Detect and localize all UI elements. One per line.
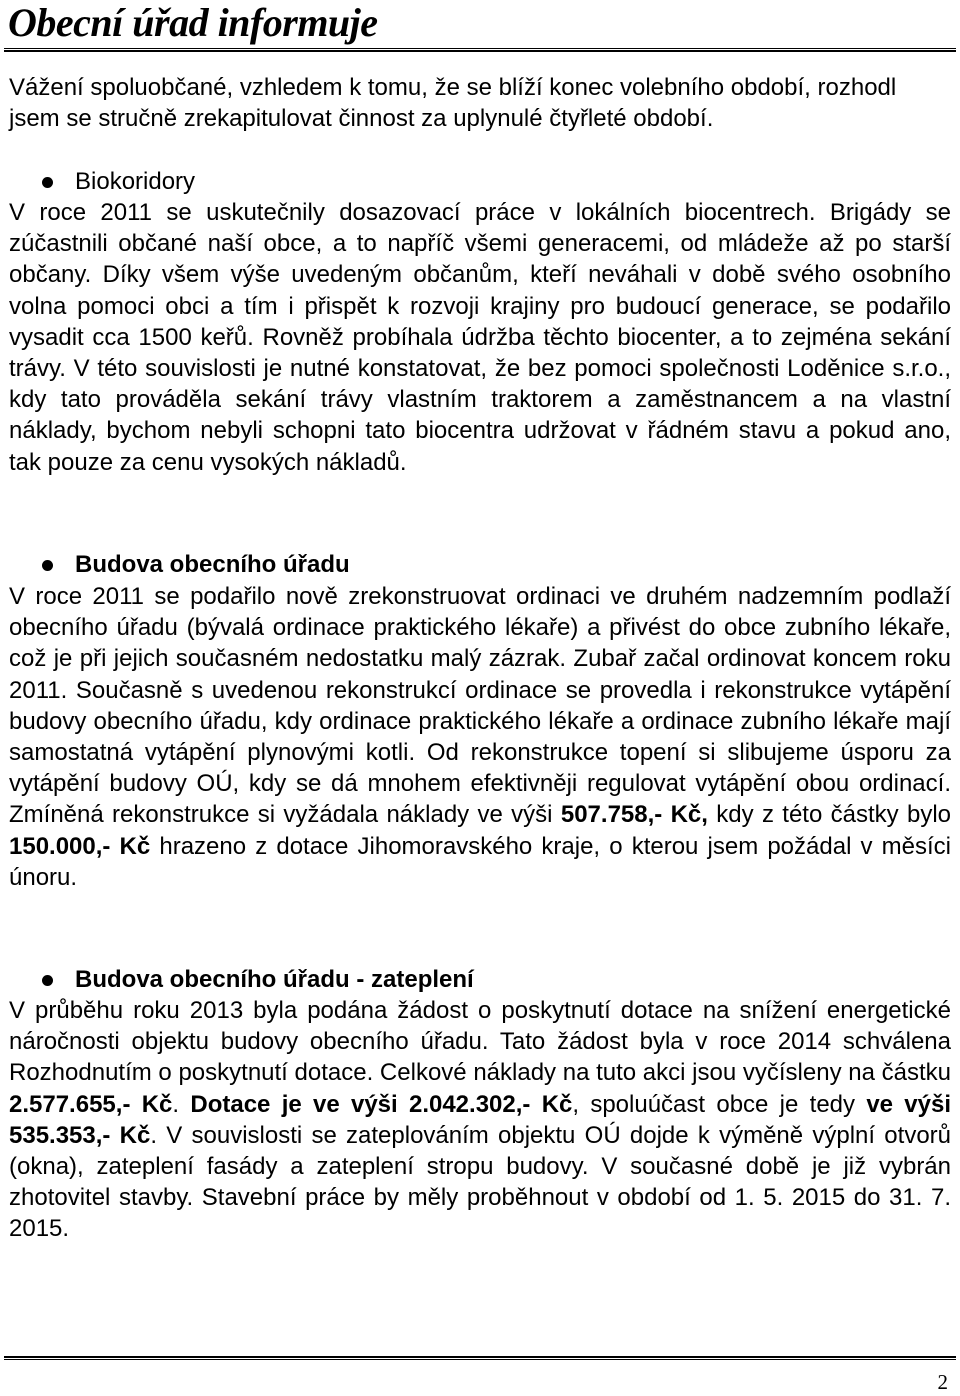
amount-total-cost: 507.758,- Kč, [560,801,708,829]
bullet-icon [42,560,53,571]
amount-co-payment: ve výši 535.353,- Kč [9,1090,952,1149]
intro-paragraph: Vážení spoluobčané, vzhledem k tomu, že se blíží konec volebního období, rozhodl jsem se stručně zrekapitulovat činnost za uplynulé čtyřleté období. [9,74,897,133]
body-text-span: V roce 2011 se podařilo nově zrekonstruovat ordinaci ve druhém nadzemním podlaží obecního úřadu (bývalá ordinace praktického lékaře) a přivést do obce zubního lékaře, což je při jejich současném nedostatku malý zázrak. Zubař začal ordinovat koncem roku 2011. Současně s uvedenou rekonstrukcí ordinace se provedla i rekonstrukce vytápění budovy obecního úřadu, kdy ordinace praktického lékaře a ordinace zubního lékaře mají samostatná vytápění plynovými kotli. Od rekonstrukce topení si slibujeme úsporu za vytápění budovy OÚ, kdy se dá mnohem efektivněji regulovat vytápění obou ordinací. Zmíněná rekonstrukce si vyžádala náklady ve výši [9,583,951,829]
bullet-icon [42,177,53,188]
section-heading-zatepleni: Budova obecního úřadu - zateplení [75,966,474,993]
body-text-span: . V souvislosti se zateplováním objektu OÚ dojde k výměně výplní otvorů (okna), zateplení fasády a zateplení stropu budovy. V současné době je již vybrán zhotovitel stavby. Stavební práce by měly proběhnout v období od 1. 5. 2015 do 31. 7. 2015. [9,1121,952,1243]
page-title: Obecní úřad informuje [8,0,378,45]
amount-subsidy: 150.000,- Kč [9,832,151,860]
bullet-icon [42,975,53,986]
section-body-biokoridory: V roce 2011 se uskutečnily dosazovací práce v lokálních biocentrech. Brigády se zúčastnili občané naší obce, a to napříč všemi generacemi, od mládeže až po starší občany. Díky všem výše uvedeným občanům, kteří neváhali v době svého osobního volna pomoci obci a tím i přispět k rozvoji krajiny pro budoucí generace, se podařilo vysadit cca 1500 keřů. Rovněž probíhala údržba těchto biocenter, a to zejména sekání trávy. V této souvislosti je nutné konstatovat, že bez pomoci společnosti Loděnice s.r.o., kdy tato prováděla sekání trávy vlastním traktorem a zaměstnancem a na vlastní náklady, bychom nebyli schopni tato biocentra udržovat v řádném stavu a pokud ano, tak pouze za cenu vysokých nákladů. [9,199,951,476]
amount-subsidy: Dotace je ve výši 2.042.302,- Kč [190,1090,573,1118]
body-text-span: kdy z této částky bylo [707,801,952,829]
section-body-budova [9,581,951,893]
body-text-span: . [172,1090,191,1118]
body-text-span: hrazeno z dotace Jihomoravského kraje, o kterou jsem požádal v měsíci únoru. [9,832,951,891]
amount-total-cost: 2.577.655,- Kč [9,1090,173,1118]
section-heading-budova: Budova obecního úřadu [75,551,350,578]
body-text-span: V průběhu roku 2013 byla podána žádost o poskytnutí dotace na snížení energetické náročnosti objektu budovy obecního úřadu. Tato žádost byla v roce 2014 schválena Rozhodnutím o poskytnutí dotace. Celkové náklady na tuto akci jsou vyčísleny na částku [9,997,951,1087]
section-body-zatepleni [9,995,951,1245]
title-divider [4,48,956,52]
footer-divider [4,1356,956,1360]
body-text-span: , spoluúčast obce je tedy [572,1090,867,1118]
page-number: 2 [937,1370,948,1394]
section-heading-biokoridory: Biokoridory [75,168,196,195]
